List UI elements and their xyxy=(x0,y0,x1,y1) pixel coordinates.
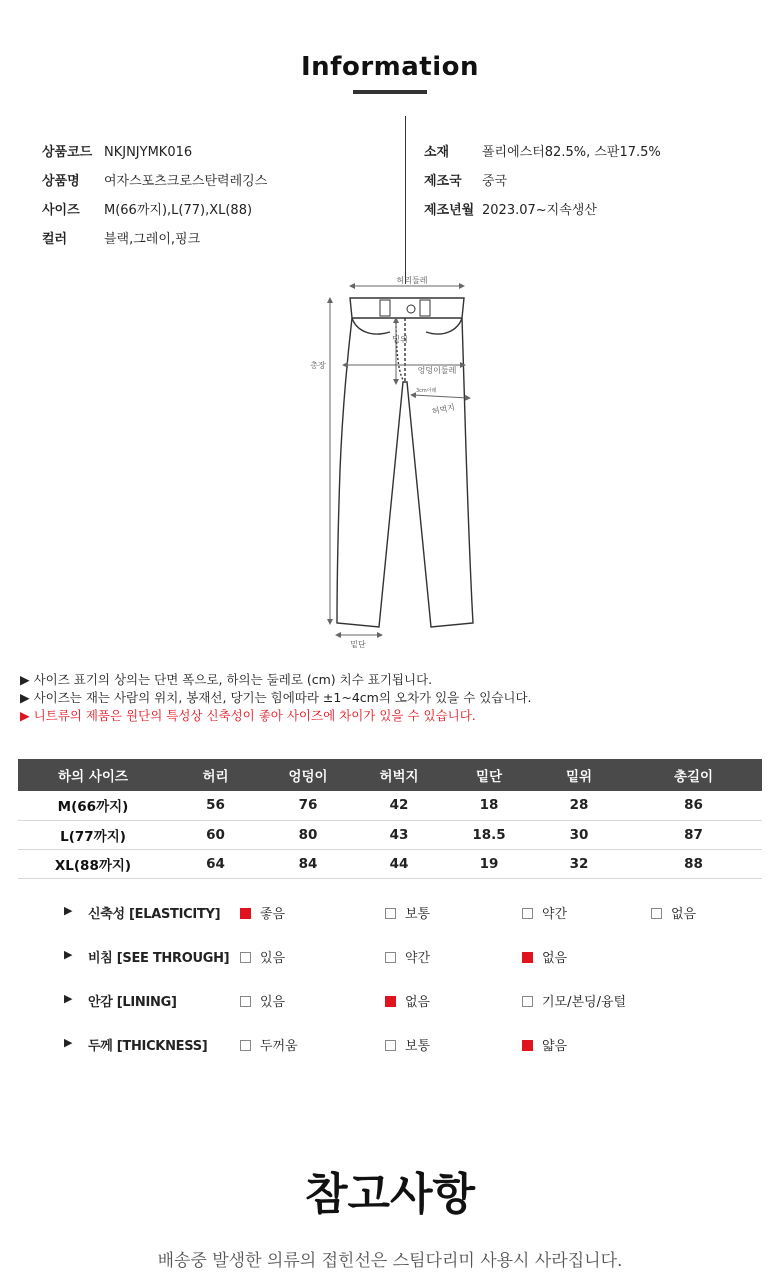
checkbox-icon xyxy=(385,908,396,919)
info-value: 2023.07~지속생산 xyxy=(482,203,597,218)
size-table xyxy=(18,759,762,879)
property-label: 두께 [THICKNESS] xyxy=(88,1039,208,1054)
table-header-row xyxy=(18,759,762,791)
total-length-label: 총장 xyxy=(310,361,326,370)
option-label: 있음 xyxy=(260,951,286,966)
column-header: 허리 xyxy=(168,759,263,791)
info-value: NKJNJYMK016 xyxy=(104,145,193,160)
checkbox-icon xyxy=(385,996,396,1007)
table-cell: M(66까지) xyxy=(18,791,168,820)
info-value: 폴리에스터82.5%, 스판17.5% xyxy=(482,145,661,160)
note-line: ▶ 사이즈 표기의 상의는 단면 폭으로, 하의는 둘레로 (cm) 치수 표기됩니다. xyxy=(20,672,433,687)
column-header: 밑단 xyxy=(445,759,533,791)
pants-outline xyxy=(337,298,473,627)
table-cell: 28 xyxy=(533,791,625,820)
property-label: 비침 [SEE THROUGH] xyxy=(88,951,230,966)
option-slight xyxy=(522,903,567,922)
info-value: 블랙,그레이,핑크 xyxy=(104,232,201,247)
arrow-icon: ▶ xyxy=(64,992,73,1005)
info-label: 상품명 xyxy=(42,174,80,189)
offset-label: 3cm아래 xyxy=(416,388,437,394)
table-cell: XL(88까지) xyxy=(18,849,168,878)
option-fleece xyxy=(522,991,626,1010)
option-label: 기모/본딩/융털 xyxy=(542,995,627,1010)
option-normal xyxy=(385,1035,430,1054)
info-value: 중국 xyxy=(482,174,508,189)
info-row-color xyxy=(42,228,200,247)
option-label: 없음 xyxy=(405,995,431,1010)
reference-text: 배송중 발생한 의류의 접힌선은 스팀다리미 사용시 사라집니다. xyxy=(157,1251,623,1271)
option-label: 있음 xyxy=(260,995,286,1010)
property-label: 안감 [LINING] xyxy=(88,995,177,1010)
table-cell: L(77까지) xyxy=(18,820,168,849)
note-line-highlight: ▶ 니트류의 제품은 원단의 특성상 신축성이 좋아 사이즈에 차이가 있을 수 있습니다. xyxy=(20,708,476,723)
page-title: Information xyxy=(300,52,480,82)
table-cell: 18.5 xyxy=(445,820,533,849)
checkbox-icon xyxy=(240,952,251,963)
column-header: 엉덩이 xyxy=(263,759,353,791)
table-cell: 19 xyxy=(445,849,533,878)
info-label: 사이즈 xyxy=(42,203,80,218)
option-label: 보통 xyxy=(405,907,431,922)
property-row-thickness xyxy=(0,1033,780,1057)
checkbox-icon xyxy=(522,996,533,1007)
option-label: 좋음 xyxy=(260,907,286,922)
checkbox-icon xyxy=(385,952,396,963)
reference-title: 참고사항 xyxy=(304,1169,475,1220)
property-label: 신축성 [ELASTICITY] xyxy=(88,907,221,922)
table-row xyxy=(18,791,762,820)
column-header: 총길이 xyxy=(625,759,762,791)
option-thin xyxy=(522,1035,567,1054)
table-cell: 86 xyxy=(625,791,762,820)
option-thick xyxy=(240,1035,298,1054)
note-line: ▶ 사이즈는 재는 사람의 위치, 봉재선, 당기는 힘에따라 ±1~4cm의 오차가 있을 수 있습니다. xyxy=(20,690,532,705)
table-cell: 18 xyxy=(445,791,533,820)
info-row-material xyxy=(424,141,661,160)
hip-label: 엉덩이둘레 xyxy=(417,366,457,375)
checkbox-icon xyxy=(522,1040,533,1051)
option-label: 약간 xyxy=(405,951,431,966)
table-cell: 64 xyxy=(168,849,263,878)
option-normal xyxy=(385,903,430,922)
info-row-date xyxy=(424,199,597,218)
pants-measurement-diagram xyxy=(300,270,500,660)
info-row-code xyxy=(42,141,192,160)
checkbox-icon xyxy=(522,908,533,919)
table-cell: 30 xyxy=(533,820,625,849)
info-row-country xyxy=(424,170,507,189)
table-cell: 80 xyxy=(263,820,353,849)
arrow-icon: ▶ xyxy=(64,904,73,917)
info-value: 여자스포츠크로스탄력레깅스 xyxy=(104,174,268,189)
title-underline xyxy=(353,90,427,94)
option-label: 없음 xyxy=(542,951,568,966)
arrow-icon: ▶ xyxy=(64,948,73,961)
property-row-lining xyxy=(0,989,780,1013)
rise-label: 밑위 xyxy=(392,335,408,344)
table-cell: 44 xyxy=(353,849,445,878)
info-row-name xyxy=(42,170,267,189)
table-row xyxy=(18,820,762,849)
checkbox-icon xyxy=(240,1040,251,1051)
column-header: 하의 사이즈 xyxy=(18,759,168,791)
option-yes xyxy=(240,947,285,966)
info-label: 상품코드 xyxy=(42,145,93,160)
checkbox-icon xyxy=(651,908,662,919)
option-label: 얇음 xyxy=(542,1039,568,1054)
property-row-see-through xyxy=(0,945,780,969)
option-label: 없음 xyxy=(671,907,697,922)
table-cell: 32 xyxy=(533,849,625,878)
waist-label: 허리둘레 xyxy=(396,276,428,285)
thigh-label: 허벅지 xyxy=(431,402,456,417)
option-none xyxy=(651,903,696,922)
info-label: 제조년월 xyxy=(424,203,475,218)
column-header: 허벅지 xyxy=(353,759,445,791)
option-good xyxy=(240,903,285,922)
option-slight xyxy=(385,947,430,966)
checkbox-icon xyxy=(385,1040,396,1051)
info-row-size xyxy=(42,199,252,218)
option-none xyxy=(385,991,430,1010)
table-cell: 88 xyxy=(625,849,762,878)
table-cell: 60 xyxy=(168,820,263,849)
table-cell: 87 xyxy=(625,820,762,849)
arrow-icon: ▶ xyxy=(64,1036,73,1049)
property-row-elasticity xyxy=(0,901,780,925)
option-none xyxy=(522,947,567,966)
info-label: 제조국 xyxy=(424,174,462,189)
center-divider-line xyxy=(405,116,406,284)
table-cell: 43 xyxy=(353,820,445,849)
table-row xyxy=(18,849,762,878)
table-cell: 42 xyxy=(353,791,445,820)
hem-label: 밑단 xyxy=(350,640,366,649)
table-cell: 84 xyxy=(263,849,353,878)
column-header: 밑위 xyxy=(533,759,625,791)
info-value: M(66까지),L(77),XL(88) xyxy=(104,203,253,218)
checkbox-icon xyxy=(522,952,533,963)
option-label: 보통 xyxy=(405,1039,431,1054)
option-label: 두꺼움 xyxy=(260,1039,298,1054)
option-label: 약간 xyxy=(542,907,568,922)
info-label: 소재 xyxy=(424,145,450,160)
checkbox-icon xyxy=(240,996,251,1007)
size-notes xyxy=(20,671,532,725)
option-yes xyxy=(240,991,285,1010)
checkbox-icon xyxy=(240,908,251,919)
info-label: 컬러 xyxy=(42,232,68,247)
table-cell: 76 xyxy=(263,791,353,820)
table-cell: 56 xyxy=(168,791,263,820)
